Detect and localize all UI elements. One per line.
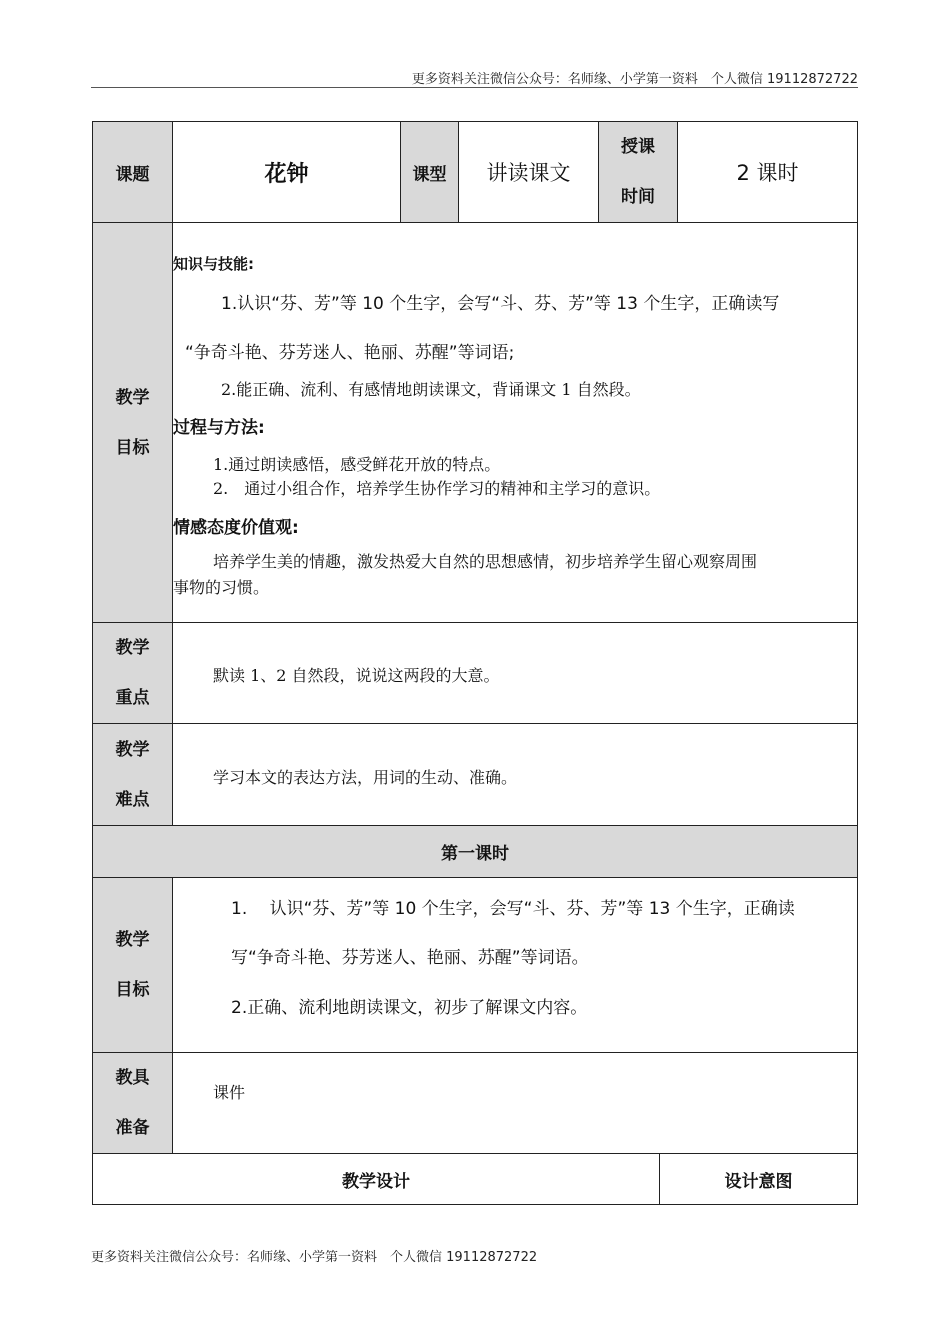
key-points-content: [172, 622, 858, 724]
key-points-text: 默读 1、2 自然段，说说这两段的大意。: [213, 666, 500, 685]
difficulties-label-line1: 教学: [115, 739, 150, 760]
tools-label-line1: 教具: [115, 1068, 150, 1088]
tools-label-line2: 准备: [115, 1118, 150, 1138]
lesson1-heading: 第一课时: [92, 825, 858, 878]
difficulties-content: [172, 723, 858, 826]
tools-value: 课件: [213, 1083, 246, 1102]
type-value: 讲读课文: [458, 121, 599, 223]
tools-label: [92, 1052, 173, 1154]
key-points-label-line2: 重点: [115, 688, 150, 708]
goals-label-line2: 目标: [115, 437, 150, 458]
time-label: [598, 121, 678, 223]
knowledge-item-1-line2: “争奇斗艳、芬芳迷人、艳丽、苏醒”等词语;: [185, 343, 515, 363]
emotion-heading: 情感态度价值观:: [173, 518, 299, 538]
intent-header: 设计意图: [659, 1153, 858, 1205]
time-label-line1: 授课: [621, 137, 655, 157]
lesson1-goals-label: [92, 877, 173, 1053]
lesson1-goal-2: 2.正确、流利地朗读课文，初步了解课文内容。: [231, 998, 588, 1018]
difficulties-label-line2: 难点: [115, 789, 150, 810]
tools-content: [172, 1052, 858, 1154]
lesson1-goals-content: [172, 877, 858, 1053]
topic-value: 花钟: [172, 121, 401, 223]
process-item-1: 1.通过朗读感悟，感受鲜花开放的特点。: [213, 455, 501, 474]
lesson1-goals-label-line1: 教学: [115, 930, 150, 950]
difficulties-label: [92, 723, 173, 826]
goals-content: [172, 222, 858, 623]
knowledge-item-1-line1: 1.认识“芬、芳”等 10 个生字，会写“斗、芬、芳”等 13 个生字，正确读写: [221, 294, 780, 314]
knowledge-heading: 知识与技能:: [173, 255, 254, 273]
lesson1-goals-label-line2: 目标: [115, 980, 150, 1000]
process-item-2: 2. 通过小组合作，培养学生协作学习的精神和主学习的意识。: [213, 479, 661, 498]
goals-label-line1: 教学: [115, 387, 150, 408]
topic-label: 课题: [92, 121, 173, 223]
time-value: 2 课时: [677, 121, 858, 223]
process-heading: 过程与方法:: [173, 418, 265, 438]
lesson1-goal-1-line2: 写“争奇斗艳、芬芳迷人、艳丽、苏醒”等词语。: [231, 948, 589, 968]
page-header: 更多资料关注微信公众号：名师缘、小学第一资料 个人微信 19112872722: [411, 72, 858, 87]
goals-label: [92, 222, 173, 623]
knowledge-item-2: 2.能正确、流利、有感情地朗读课文，背诵课文 1 自然段。: [221, 380, 641, 399]
emotion-line-2: 事物的习惯。: [173, 578, 270, 597]
key-points-label: [92, 622, 173, 724]
key-points-label-line1: 教学: [115, 638, 150, 658]
design-header: 教学设计: [92, 1153, 660, 1205]
header-divider: [91, 87, 858, 88]
type-label: 课型: [400, 121, 459, 223]
lesson1-goal-1-line1: 1. 认识“芬、芳”等 10 个生字，会写“斗、芬、芳”等 13 个生字，正确读: [231, 899, 795, 919]
difficulties-text: 学习本文的表达方法，用词的生动、准确。: [213, 768, 518, 787]
page-footer: 更多资料关注微信公众号：名师缘、小学第一资料 个人微信 19112872722: [91, 1250, 538, 1265]
emotion-line-1: 培养学生美的情趣，激发热爱大自然的思想感情，初步培养学生留心观察周围: [213, 552, 758, 571]
time-label-line2: 时间: [621, 187, 655, 207]
